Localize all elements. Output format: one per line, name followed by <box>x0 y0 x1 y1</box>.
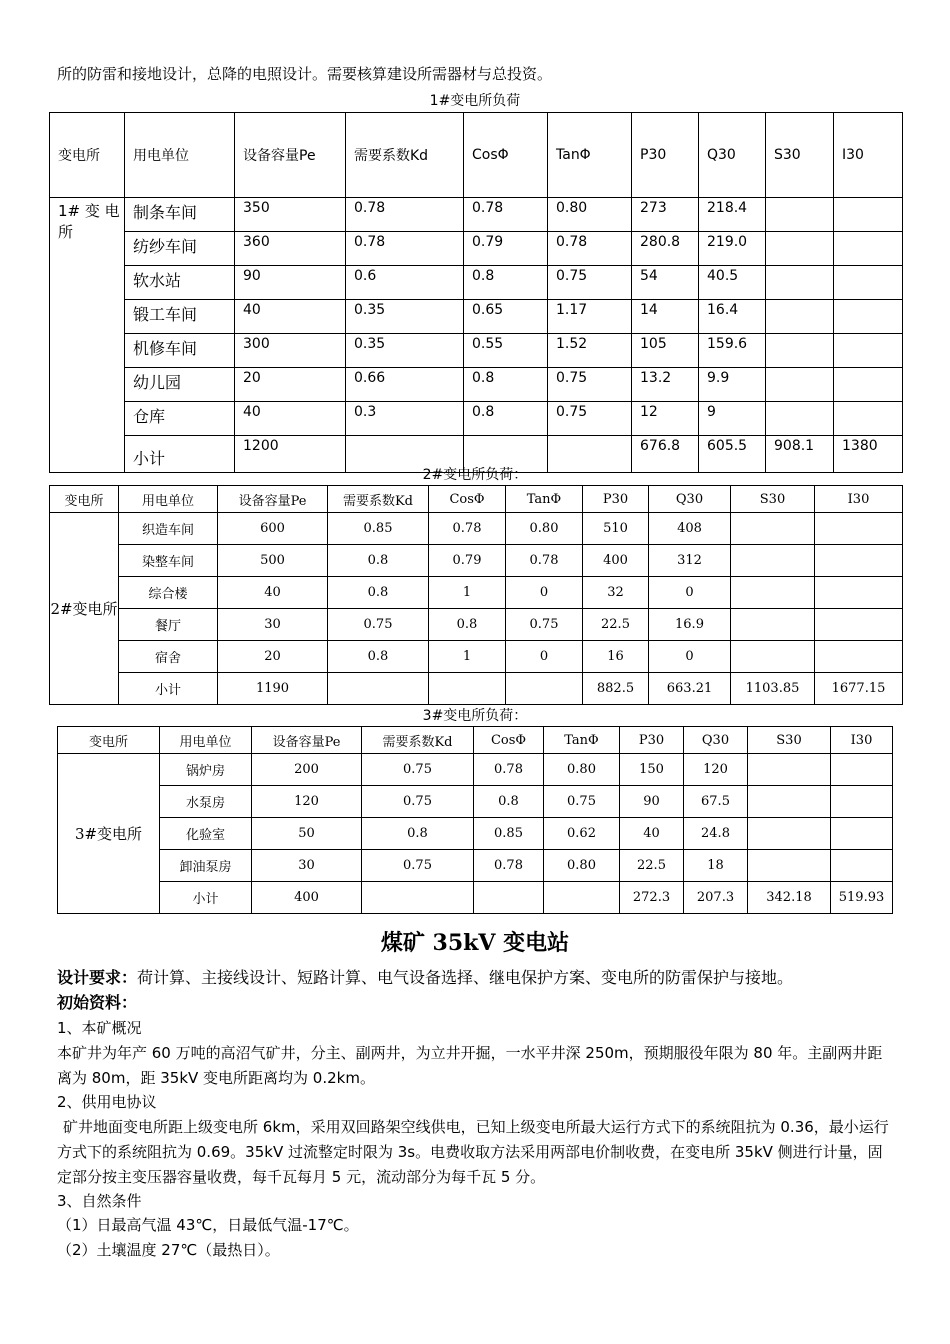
subtotal-cell <box>474 882 544 914</box>
value-cell: 22.5 <box>583 609 649 641</box>
value-cell: 300 <box>235 334 346 368</box>
value-cell: 67.5 <box>684 786 748 818</box>
value-cell: 0.75 <box>544 786 620 818</box>
unit-cell: 软水站 <box>125 266 235 300</box>
requirements <box>57 965 897 991</box>
header-cell: 用电单位 <box>119 486 218 513</box>
subtotal-label: 小计 <box>160 882 252 914</box>
subtotal-cell: 1190 <box>218 673 328 705</box>
value-cell: 0.66 <box>346 368 464 402</box>
value-cell: 0.85 <box>328 513 429 545</box>
empty-cell <box>731 577 815 609</box>
value-cell: 90 <box>235 266 346 300</box>
table-row <box>58 850 893 882</box>
value-cell: 16 <box>583 641 649 673</box>
value-cell: 0.80 <box>548 198 632 232</box>
initial-data-label: 初始资料： <box>57 993 138 1012</box>
header-cell: 需要系数Kd <box>362 727 474 754</box>
table-row <box>50 368 903 402</box>
value-cell: 0.8 <box>474 786 544 818</box>
value-cell: 600 <box>218 513 328 545</box>
subtotal-cell: 1677.15 <box>815 673 903 705</box>
subtotal-cell <box>544 882 620 914</box>
value-cell: 0.78 <box>474 754 544 786</box>
value-cell: 0.78 <box>506 545 583 577</box>
value-cell: 0.8 <box>464 266 548 300</box>
value-cell: 0.35 <box>346 300 464 334</box>
value-cell: 12 <box>632 402 699 436</box>
section2-text: 矿井地面变电所距上级变电所 6km，采用双回路架空线供电，已知上级变电所最大运行方式下的系统阻抗为 0.36，最小运行方式下的系统阻抗为 0.69。35kV 过流整定时限为 3s。电费收取方法采用两部电价制收费，在变电所 35kV 侧进行计量，固定部分按主变压器容量收费，每千瓦每月 5 元，流动部分为每千瓦 5 分。 <box>57 1118 889 1186</box>
value-cell: 1.17 <box>548 300 632 334</box>
header-cell: TanΦ <box>544 727 620 754</box>
value-cell: 500 <box>218 545 328 577</box>
header-cell: 变电所 <box>58 727 160 754</box>
empty-cell <box>815 577 903 609</box>
header-cell: S30 <box>748 727 831 754</box>
subtotal-cell: 908.1 <box>766 436 834 473</box>
value-cell: 1.52 <box>548 334 632 368</box>
empty-cell <box>748 818 831 850</box>
value-cell: 0.80 <box>544 850 620 882</box>
header-cell: CosΦ <box>474 727 544 754</box>
unit-cell: 幼儿园 <box>125 368 235 402</box>
header-row <box>50 486 903 513</box>
value-cell: 22.5 <box>620 850 684 882</box>
empty-cell <box>815 641 903 673</box>
header-cell: S30 <box>766 113 834 198</box>
unit-cell: 综合楼 <box>119 577 218 609</box>
table-row <box>50 402 903 436</box>
subtotal-cell: 1200 <box>235 436 346 473</box>
station-cell: 2#变电所 <box>50 513 119 705</box>
subtotal-cell: 676.8 <box>632 436 699 473</box>
table-row <box>50 577 903 609</box>
value-cell: 32 <box>583 577 649 609</box>
unit-cell: 仓库 <box>125 402 235 436</box>
value-cell: 9.9 <box>699 368 766 402</box>
station-cell: 1# 变 电 所 <box>50 198 125 473</box>
unit-cell: 水泵房 <box>160 786 252 818</box>
value-cell: 0 <box>506 641 583 673</box>
table2-caption: 2#变电所负荷： <box>422 467 528 483</box>
table-row <box>58 818 893 850</box>
value-cell: 30 <box>252 850 362 882</box>
unit-cell: 餐厅 <box>119 609 218 641</box>
subtotal-cell: 519.93 <box>831 882 893 914</box>
subtotal-cell <box>429 673 506 705</box>
header-row <box>50 113 903 198</box>
value-cell: 1 <box>429 577 506 609</box>
header-cell: P30 <box>583 486 649 513</box>
empty-cell <box>815 609 903 641</box>
table-row <box>50 266 903 300</box>
value-cell: 0.75 <box>548 402 632 436</box>
header-cell: Q30 <box>649 486 731 513</box>
unit-cell: 锻工车间 <box>125 300 235 334</box>
value-cell: 273 <box>632 198 699 232</box>
unit-cell: 化验室 <box>160 818 252 850</box>
unit-cell: 制条车间 <box>125 198 235 232</box>
header-cell: 用电单位 <box>125 113 235 198</box>
empty-cell <box>766 266 834 300</box>
value-cell: 350 <box>235 198 346 232</box>
empty-cell <box>834 266 903 300</box>
header-cell: TanΦ <box>506 486 583 513</box>
subtotal-label: 小计 <box>119 673 218 705</box>
table-row <box>50 609 903 641</box>
section2-heading: 2、供用电协议 <box>57 1093 157 1111</box>
subtotal-cell: 1380 <box>834 436 903 473</box>
subtotal-cell: 400 <box>252 882 362 914</box>
subtotal-label: 小计 <box>125 436 235 473</box>
value-cell: 40.5 <box>699 266 766 300</box>
value-cell: 0 <box>506 577 583 609</box>
empty-cell <box>815 513 903 545</box>
header-cell: S30 <box>731 486 815 513</box>
value-cell: 510 <box>583 513 649 545</box>
header-cell: I30 <box>815 486 903 513</box>
table-row <box>50 641 903 673</box>
value-cell: 40 <box>620 818 684 850</box>
header-cell: Q30 <box>699 113 766 198</box>
value-cell: 0.75 <box>328 609 429 641</box>
table-row <box>58 786 893 818</box>
value-cell: 400 <box>583 545 649 577</box>
header-cell: Q30 <box>684 727 748 754</box>
subtotal-cell <box>506 673 583 705</box>
table-row <box>50 513 903 545</box>
empty-cell <box>731 641 815 673</box>
header-cell: 需要系数Kd <box>346 113 464 198</box>
section3-item2: （2）土壤温度 27℃（最热日）。 <box>57 1241 280 1259</box>
value-cell: 105 <box>632 334 699 368</box>
subtotal-cell <box>328 673 429 705</box>
value-cell: 312 <box>649 545 731 577</box>
subtotal-cell: 207.3 <box>684 882 748 914</box>
value-cell: 0.62 <box>544 818 620 850</box>
empty-cell <box>766 402 834 436</box>
value-cell: 0.8 <box>362 818 474 850</box>
empty-cell <box>831 754 893 786</box>
header-cell: CosΦ <box>464 113 548 198</box>
subtotal-cell: 272.3 <box>620 882 684 914</box>
value-cell: 0.80 <box>544 754 620 786</box>
value-cell: 0.75 <box>362 786 474 818</box>
value-cell: 24.8 <box>684 818 748 850</box>
value-cell: 50 <box>252 818 362 850</box>
header-cell: I30 <box>831 727 893 754</box>
requirements-text: 荷计算、主接线设计、短路计算、电气设备选择、继电保护方案、变电所的防雷保护与接地。 <box>137 968 794 987</box>
value-cell: 0.78 <box>548 232 632 266</box>
value-cell: 0.8 <box>328 577 429 609</box>
subtotal-cell: 882.5 <box>583 673 649 705</box>
value-cell: 20 <box>218 641 328 673</box>
header-cell: P30 <box>620 727 684 754</box>
value-cell: 0.8 <box>464 402 548 436</box>
value-cell: 40 <box>235 300 346 334</box>
value-cell: 40 <box>235 402 346 436</box>
empty-cell <box>831 850 893 882</box>
value-cell: 360 <box>235 232 346 266</box>
empty-cell <box>766 198 834 232</box>
value-cell: 90 <box>620 786 684 818</box>
value-cell: 150 <box>620 754 684 786</box>
value-cell: 0.78 <box>346 232 464 266</box>
empty-cell <box>766 300 834 334</box>
value-cell: 200 <box>252 754 362 786</box>
value-cell: 0.79 <box>464 232 548 266</box>
header-cell: 设备容量Pe <box>252 727 362 754</box>
table-row <box>50 300 903 334</box>
value-cell: 0.65 <box>464 300 548 334</box>
value-cell: 0 <box>649 577 731 609</box>
empty-cell <box>834 368 903 402</box>
header-cell: 变电所 <box>50 486 119 513</box>
value-cell: 0 <box>649 641 731 673</box>
requirements-label: 设计要求： <box>57 968 138 987</box>
header-cell: 设备容量Pe <box>235 113 346 198</box>
empty-cell <box>731 545 815 577</box>
header-cell: CosΦ <box>429 486 506 513</box>
unit-cell: 织造车间 <box>119 513 218 545</box>
header-cell: P30 <box>632 113 699 198</box>
value-cell: 280.8 <box>632 232 699 266</box>
subtotal-cell: 605.5 <box>699 436 766 473</box>
value-cell: 0.85 <box>474 818 544 850</box>
value-cell: 1 <box>429 641 506 673</box>
empty-cell <box>831 818 893 850</box>
value-cell: 13.2 <box>632 368 699 402</box>
subtotal-row <box>58 882 893 914</box>
value-cell: 14 <box>632 300 699 334</box>
intro-text: 所的防雷和接地设计，总降的电照设计。需要核算建设所需器材与总投资。 <box>57 65 553 83</box>
value-cell: 0.78 <box>474 850 544 882</box>
empty-cell <box>731 609 815 641</box>
value-cell: 16.9 <box>649 609 731 641</box>
empty-cell <box>748 754 831 786</box>
table-row <box>50 198 903 232</box>
subtotal-cell <box>362 882 474 914</box>
value-cell: 0.75 <box>548 368 632 402</box>
value-cell: 0.80 <box>506 513 583 545</box>
value-cell: 0.3 <box>346 402 464 436</box>
table1-caption: 1#变电所负荷 <box>429 93 521 109</box>
empty-cell <box>831 786 893 818</box>
value-cell: 16.4 <box>699 300 766 334</box>
value-cell: 219.0 <box>699 232 766 266</box>
table-row <box>58 754 893 786</box>
value-cell: 0.75 <box>548 266 632 300</box>
unit-cell: 宿舍 <box>119 641 218 673</box>
value-cell: 120 <box>684 754 748 786</box>
subtotal-row <box>50 673 903 705</box>
value-cell: 0.8 <box>429 609 506 641</box>
unit-cell: 纺纱车间 <box>125 232 235 266</box>
empty-cell <box>766 232 834 266</box>
subtotal-cell: 342.18 <box>748 882 831 914</box>
empty-cell <box>748 786 831 818</box>
section3-heading: 3、自然条件 <box>57 1192 142 1210</box>
table3-caption: 3#变电所负荷： <box>422 708 528 724</box>
empty-cell <box>748 850 831 882</box>
empty-cell <box>731 513 815 545</box>
empty-cell <box>834 232 903 266</box>
header-cell: I30 <box>834 113 903 198</box>
unit-cell: 卸油泵房 <box>160 850 252 882</box>
header-cell: 需要系数Kd <box>328 486 429 513</box>
unit-cell: 染整车间 <box>119 545 218 577</box>
unit-cell: 锅炉房 <box>160 754 252 786</box>
section3-item1: （1）日最高气温 43℃，日最低气温-17℃。 <box>57 1216 359 1234</box>
empty-cell <box>834 402 903 436</box>
empty-cell <box>766 334 834 368</box>
unit-cell: 机修车间 <box>125 334 235 368</box>
header-cell: 用电单位 <box>160 727 252 754</box>
value-cell: 0.8 <box>464 368 548 402</box>
value-cell: 218.4 <box>699 198 766 232</box>
subtotal-cell: 1103.85 <box>731 673 815 705</box>
value-cell: 0.78 <box>464 198 548 232</box>
value-cell: 0.35 <box>346 334 464 368</box>
value-cell: 0.8 <box>328 545 429 577</box>
empty-cell <box>815 545 903 577</box>
value-cell: 0.78 <box>429 513 506 545</box>
value-cell: 120 <box>252 786 362 818</box>
value-cell: 408 <box>649 513 731 545</box>
table-row <box>50 334 903 368</box>
table3 <box>57 726 893 914</box>
value-cell: 0.78 <box>346 198 464 232</box>
table1 <box>49 112 903 473</box>
value-cell: 40 <box>218 577 328 609</box>
value-cell: 0.75 <box>506 609 583 641</box>
section1-heading: 1、本矿概况 <box>57 1019 142 1037</box>
station-cell: 3#变电所 <box>58 754 160 914</box>
value-cell: 20 <box>235 368 346 402</box>
value-cell: 18 <box>684 850 748 882</box>
value-cell: 0.6 <box>346 266 464 300</box>
header-cell: 变电所 <box>50 113 125 198</box>
doc-title: 煤矿 35kV 变电站 <box>380 930 570 956</box>
value-cell: 0.75 <box>362 850 474 882</box>
section1-text: 本矿井为年产 60 万吨的高沼气矿井，分主、副两井，为立井开掘，一水平井深 250m，预期服役年限为 80 年。主副两井距离为 80m，距 35kV 变电所距离均为 0.2km。 <box>57 1044 883 1087</box>
value-cell: 159.6 <box>699 334 766 368</box>
header-row <box>58 727 893 754</box>
value-cell: 9 <box>699 402 766 436</box>
value-cell: 0.75 <box>362 754 474 786</box>
empty-cell <box>834 198 903 232</box>
table-row <box>50 545 903 577</box>
header-cell: 设备容量Pe <box>218 486 328 513</box>
value-cell: 0.79 <box>429 545 506 577</box>
empty-cell <box>834 300 903 334</box>
empty-cell <box>766 368 834 402</box>
empty-cell <box>834 334 903 368</box>
header-cell: TanΦ <box>548 113 632 198</box>
table2 <box>49 485 903 705</box>
value-cell: 0.8 <box>328 641 429 673</box>
table-row <box>50 232 903 266</box>
value-cell: 54 <box>632 266 699 300</box>
value-cell: 30 <box>218 609 328 641</box>
value-cell: 0.55 <box>464 334 548 368</box>
subtotal-cell: 663.21 <box>649 673 731 705</box>
